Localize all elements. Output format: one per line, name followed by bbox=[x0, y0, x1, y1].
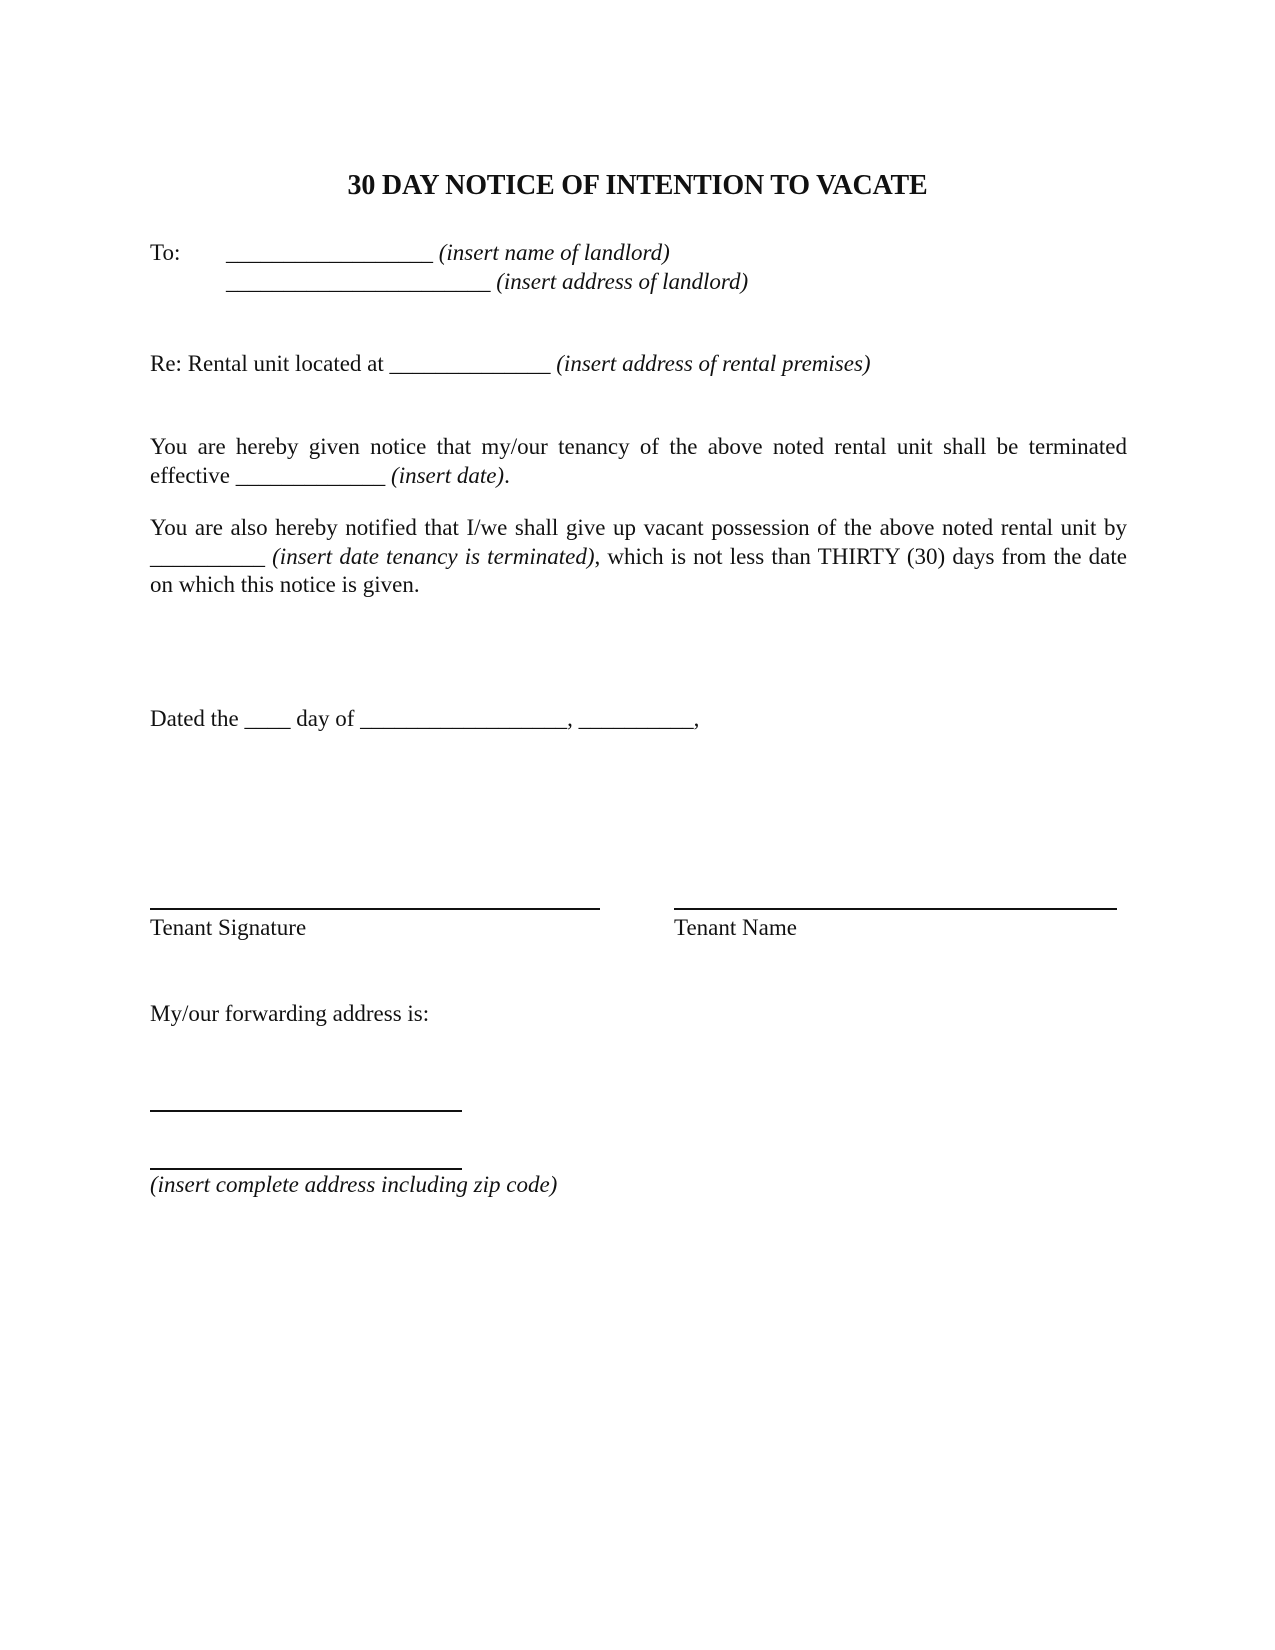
tenant-signature-line[interactable] bbox=[150, 908, 600, 910]
rental-address-blank[interactable]: ______________ bbox=[389, 351, 551, 376]
to-label: To: bbox=[150, 240, 181, 265]
landlord-name-hint: (insert name of landlord) bbox=[438, 240, 670, 265]
forwarding-address-hint: (insert complete address including zip code) bbox=[150, 1172, 558, 1197]
termination-text: You are hereby given notice that my/our tenancy of the above noted rental unit shall be terminated effective bbox=[150, 434, 1127, 488]
dated-mid: day of bbox=[296, 706, 355, 731]
termination-period: . bbox=[504, 462, 510, 488]
forwarding-address-label: My/our forwarding address is: bbox=[150, 1001, 430, 1026]
dated-comma-2: , bbox=[693, 706, 700, 731]
landlord-address-blank[interactable]: _______________________ bbox=[226, 269, 491, 294]
landlord-address-line bbox=[226, 268, 748, 296]
termination-paragraph bbox=[150, 433, 1127, 490]
dated-prefix: Dated the bbox=[150, 706, 239, 731]
landlord-address-hint: (insert address of landlord) bbox=[496, 269, 749, 294]
tenant-name-line[interactable] bbox=[674, 908, 1117, 910]
forwarding-address-line-1[interactable] bbox=[150, 1110, 462, 1112]
year-blank[interactable]: __________ bbox=[578, 706, 694, 731]
forwarding-address-line-2[interactable] bbox=[150, 1168, 462, 1170]
document-title: 30 DAY NOTICE OF INTENTION TO VACATE bbox=[347, 170, 928, 201]
dated-line bbox=[150, 705, 699, 733]
re-label: Re: Rental unit located at bbox=[150, 351, 384, 376]
possession-text: You are also hereby notified that I/we shall give up vacant possession of the above noted rental unit by bbox=[150, 515, 1127, 540]
possession-paragraph bbox=[150, 514, 1127, 600]
termination-date-hint: (insert date) bbox=[391, 462, 505, 488]
tenant-name-label: Tenant Name bbox=[674, 915, 797, 940]
possession-date-hint: (insert date tenancy is terminated) bbox=[272, 543, 595, 569]
dated-comma-1: , bbox=[567, 706, 573, 731]
possession-text-end: , which is not less than THIRTY (30) days from the date on which this notice is given. bbox=[150, 543, 1127, 597]
possession-date-blank[interactable]: __________ bbox=[150, 543, 265, 569]
termination-date-blank[interactable]: _____________ bbox=[235, 462, 386, 488]
day-blank[interactable]: ____ bbox=[244, 706, 291, 731]
rental-address-hint: (insert address of rental premises) bbox=[556, 351, 871, 376]
landlord-name-line bbox=[226, 239, 670, 267]
tenant-signature-label: Tenant Signature bbox=[150, 915, 307, 940]
re-line bbox=[150, 350, 871, 378]
month-blank[interactable]: __________________ bbox=[360, 706, 568, 731]
landlord-name-blank[interactable]: __________________ bbox=[226, 240, 433, 265]
